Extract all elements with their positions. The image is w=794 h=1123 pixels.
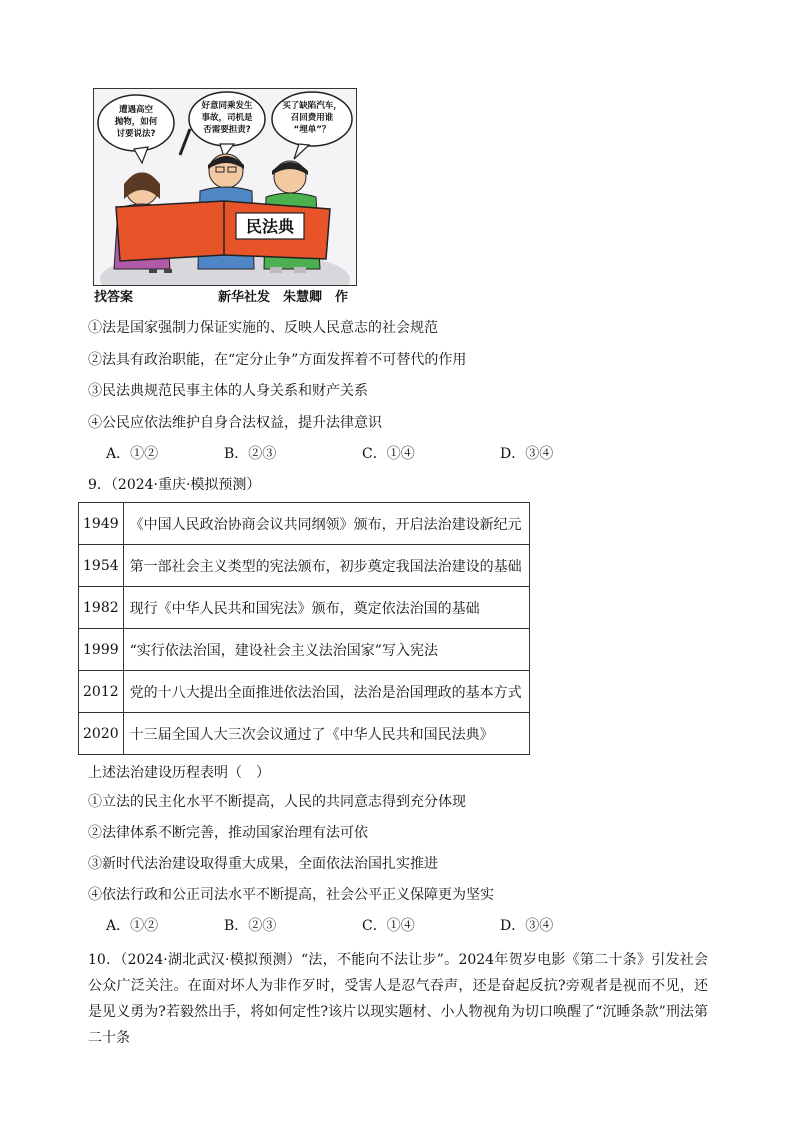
q9-statement-3: ③新时代法治建设取得重大成果，全面依法治国扎实推进 <box>88 856 438 872</box>
bubble-2-line-2: 事故，司机是 <box>201 113 253 123</box>
cartoon-caption-title: 找答案 <box>94 290 134 305</box>
table-year: 1982 <box>79 587 124 629</box>
table-event: 十三届全国人大三次会议通过了《中华人民共和国民法典》 <box>123 713 529 755</box>
q8-statement-1: ①法是国家强制力保证实施的、反映人民意志的社会规范 <box>88 320 438 336</box>
bubble-3-line-3: “埋单”？ <box>293 125 331 135</box>
q8-statement-2: ②法具有政治职能，在“定分止争”方面发挥着不可替代的作用 <box>88 352 467 368</box>
q8-option-a[interactable]: A．①② <box>106 446 159 462</box>
civil-code-book <box>116 201 330 261</box>
q9-option-a[interactable]: A．①② <box>106 918 159 934</box>
table-year: 1954 <box>79 545 124 587</box>
table-event: 现行《中华人民共和国宪法》颁布，奠定依法治国的基础 <box>123 587 529 629</box>
table-year: 2012 <box>79 671 124 713</box>
q9-options <box>106 916 576 936</box>
q9-option-d[interactable]: D．③④ <box>500 918 554 934</box>
table-row <box>79 713 530 755</box>
speech-bubble-3 <box>272 92 352 159</box>
q9-header: 9．（2024·重庆·模拟预测） <box>88 477 261 493</box>
q9-option-c[interactable]: C．①④ <box>362 918 415 934</box>
q9-timeline-table <box>78 502 530 755</box>
table-row <box>79 587 530 629</box>
speech-bubble-1 <box>98 95 174 163</box>
q8-option-b[interactable]: B．②③ <box>224 446 277 462</box>
q8-options <box>106 444 576 464</box>
table-event: 第一部社会主义类型的宪法颁布，初步奠定我国法治建设的基础 <box>123 545 529 587</box>
cartoon-image <box>93 88 357 286</box>
cartoon-caption-credit: 新华社发 朱慧卿 作 <box>218 290 349 305</box>
bubble-3-line-1: 买了缺陷汽车， <box>282 101 342 111</box>
bubble-3-line-2: 召回费用谁 <box>290 113 334 123</box>
cartoon-drawing <box>94 89 356 285</box>
table-event: 党的十八大提出全面推进依法治国，法治是治国理政的基本方式 <box>123 671 529 713</box>
q8-option-c[interactable]: C．①④ <box>362 446 415 462</box>
table-year: 2020 <box>79 713 124 755</box>
speech-bubble-2 <box>189 92 265 157</box>
q9-prompt: 上述法治建设历程表明（ ） <box>88 765 270 781</box>
q8-statement-4: ④公民应依法维护自身合法权益，提升法律意识 <box>88 415 382 431</box>
q9-option-b[interactable]: B．②③ <box>224 918 277 934</box>
q9-statement-1: ①立法的民主化水平不断提高，人民的共同意志得到充分体现 <box>88 794 466 810</box>
table-row <box>79 545 530 587</box>
table-year: 1949 <box>79 503 124 545</box>
table-year: 1999 <box>79 629 124 671</box>
q8-statement-3: ③民法典规范民事主体的人身关系和财产关系 <box>88 383 368 399</box>
q10-text: 10．（2024·湖北武汉·模拟预测）“法，不能向不法让步”。2024年贺岁电影《第二十条》引发社会公众广泛关注。在面对坏人为非作歹时，受害人是忍气吞声，还是奋起反抗?旁观者是视而不见，还是见义勇为?若毅然出手，将如何定性?该片以现实题材、小人物视角为切口唤醒了“沉睡条款”刑法第二十条 <box>88 952 708 1046</box>
q9-statement-4: ④依法行政和公正司法水平不断提高，社会公平正义保障更为坚实 <box>88 887 494 903</box>
bubble-1-line-1: 遭遇高空 <box>118 105 154 115</box>
table-event: 《中国人民政治协商会议共同纲领》颁布，开启法治建设新纪元 <box>123 503 529 545</box>
table-row <box>79 503 530 545</box>
bubble-2-line-1: 好意同乘发生 <box>201 101 253 111</box>
table-row <box>79 671 530 713</box>
bubble-1-line-3: 讨要说法? <box>116 129 156 139</box>
bubble-1-line-2: 抛物，如何 <box>114 117 158 127</box>
book-title: 民法典 <box>245 217 295 236</box>
q8-option-d[interactable]: D．③④ <box>500 446 554 462</box>
table-row <box>79 629 530 671</box>
bubble-2-line-3: 否需要担责? <box>203 125 251 135</box>
q9-statement-2: ②法律体系不断完善，推动国家治理有法可依 <box>88 825 368 841</box>
table-event: “实行依法治国，建设社会主义法治国家”写入宪法 <box>123 629 529 671</box>
